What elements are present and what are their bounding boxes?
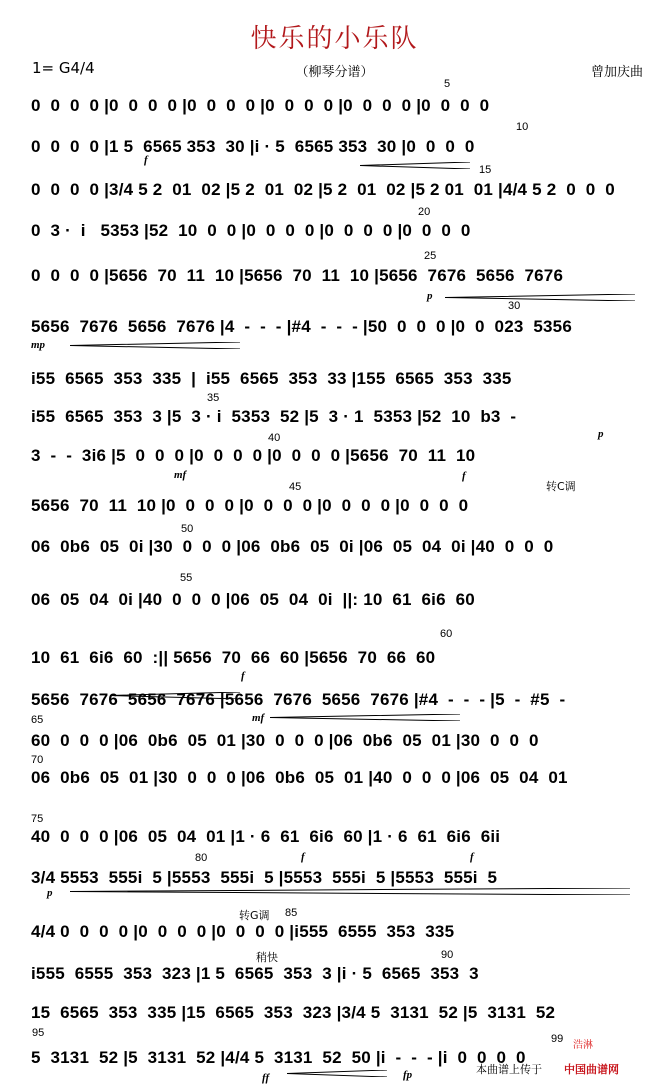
score-line-12: 06 05 04 0i |40 0 0 0 |06 05 04 0i ||: 10 61 6i6 60: [31, 590, 475, 609]
measure-number: 65: [31, 714, 44, 726]
crescendo-hairpin: [445, 294, 635, 301]
crescendo-hairpin: [287, 1070, 387, 1077]
dynamic-mark: f: [241, 670, 245, 682]
key-change-g: 转G调: [239, 909, 270, 922]
score-line-10: 5656 70 11 10 |0 0 0 0 |0 0 0 0 |0 0 0 0 |0 0 0 0: [31, 496, 469, 515]
dynamic-mark: p: [47, 887, 53, 899]
score-line-9: 3 - - 3i6 |5 0 0 0 |0 0 0 0 |0 0 0 0 |5656 70 11 10: [31, 446, 476, 465]
score-line-17: 40 0 0 0 |06 05 04 01 |1 · 6 61 6i6 60 |1 · 6 61 6i6 6ii: [31, 827, 501, 846]
measure-number: 60: [440, 628, 453, 640]
measure-number: 35: [207, 392, 220, 404]
measure-number: 45: [289, 481, 302, 493]
score-line-16: 06 0b6 05 01 |30 0 0 0 |06 0b6 05 01 |40 0 0 0 |06 05 04 01: [31, 768, 568, 787]
dynamic-mark: fp: [403, 1069, 413, 1081]
dynamic-mark: f: [462, 470, 466, 482]
score-line-14: 5656 7676 5656 7676 |5656 7676 5656 7676 |#4 - - - |5 - #5 -: [31, 690, 566, 709]
score-line-13: 10 61 6i6 60 :|| 5656 70 66 60 |5656 70 66 60: [31, 648, 436, 667]
dynamic-mark: mf: [252, 712, 265, 724]
measure-number: 5: [444, 78, 451, 90]
key-change-c: 转C调: [546, 480, 576, 493]
measure-number: 75: [31, 813, 44, 825]
site-logo: 中国曲谱网: [564, 1063, 619, 1076]
dynamic-mark: mf: [174, 469, 187, 481]
score-line-1: 0 0 0 0 |0 0 0 0 |0 0 0 0 |0 0 0 0 |0 0 0 0 |0 0 0 0: [31, 96, 490, 115]
measure-number: 80: [195, 852, 208, 864]
measure-number: 90: [441, 949, 454, 961]
score-line-5: 0 0 0 0 |5656 70 11 10 |5656 70 11 10 |5656 7676 5656 7676: [31, 266, 564, 285]
dynamic-mark: f: [144, 154, 148, 166]
dynamic-mark: f: [301, 851, 305, 863]
dynamic-mark: f: [470, 851, 474, 863]
score-line-4: 0 3 · i 5353 |52 10 0 0 |0 0 0 0 |0 0 0 0 |0 0 0 0: [31, 221, 471, 240]
measure-number: 10: [516, 121, 529, 133]
score-line-20: i555 6555 353 323 |1 5 6565 353 3 |i · 5 6565 353 3: [31, 964, 479, 983]
score-line-11: 06 0b6 05 0i |30 0 0 0 |06 0b6 05 0i |06 05 04 0i |40 0 0 0: [31, 537, 554, 556]
score-line-22: 5 3131 52 |5 3131 52 |4/4 5 3131 52 50 |i - - - |i 0 0 0 0: [31, 1048, 526, 1067]
tempo-mark: 稍快: [256, 951, 278, 964]
score-line-6: 5656 7676 5656 7676 |4 - - - |#4 - - - |50 0 0 0 |0 0 023 5356: [31, 317, 572, 336]
crescendo-hairpin: [360, 162, 470, 169]
measure-number: 85: [285, 907, 298, 919]
measure-number: 50: [181, 523, 194, 535]
score-line-15: 60 0 0 0 |06 0b6 05 01 |30 0 0 0 |06 0b6 05 01 |30 0 0 0: [31, 731, 539, 750]
dynamic-mark: mp: [31, 339, 46, 351]
composer: 曾加庆曲: [590, 65, 643, 80]
score-line-21: 15 6565 353 335 |15 6565 353 323 |3/4 5 3131 52 |5 3131 52: [31, 1003, 556, 1022]
measure-number: 70: [31, 754, 44, 766]
score-line-8: i55 6565 353 3 |5 3 · i 5353 52 |5 3 · 1 5353 |52 10 b3 -: [31, 407, 517, 426]
crescendo-hairpin: [270, 714, 460, 721]
upload-note: 本曲谱上传于: [476, 1063, 542, 1076]
measure-number: 95: [32, 1027, 45, 1039]
crescendo-hairpin: [70, 342, 240, 349]
key-signature: 1= G4/4: [32, 59, 95, 77]
score-subtitle: （柳琴分谱）: [295, 65, 374, 80]
dynamic-mark: ff: [262, 1072, 270, 1084]
watermark-stamp: 浩淋: [573, 1040, 593, 1051]
dynamic-mark: p: [598, 428, 604, 440]
score-line-18: 3/4 5553 555i 5 |5553 555i 5 |5553 555i 5 |5553 555i 5: [31, 868, 498, 887]
score-line-7: i55 6565 353 335 | i55 6565 353 33 |155 6565 353 335: [31, 369, 512, 388]
measure-number: 15: [479, 164, 492, 176]
score-title: 快乐的小乐队: [250, 24, 419, 54]
measure-number: 99: [551, 1033, 564, 1045]
measure-number: 40: [268, 432, 281, 444]
measure-number: 20: [418, 206, 431, 218]
score-line-2: 0 0 0 0 |1 5 6565 353 30 |i · 5 6565 353 30 |0 0 0 0: [31, 137, 475, 156]
score-line-19: 4/4 0 0 0 0 |0 0 0 0 |0 0 0 0 |i555 6555 353 335: [31, 922, 455, 941]
measure-number: 25: [424, 250, 437, 262]
dynamic-mark: p: [427, 290, 433, 302]
crescendo-hairpin: [70, 888, 630, 895]
measure-number: 30: [508, 300, 521, 312]
score-line-3: 0 0 0 0 |3/4 5 2 01 02 |5 2 01 02 |5 2 01 02 |5 2 01 01 |4/4 5 2 0 0 0: [31, 180, 615, 199]
measure-number: 55: [180, 572, 193, 584]
crescendo-hairpin: [110, 692, 240, 699]
